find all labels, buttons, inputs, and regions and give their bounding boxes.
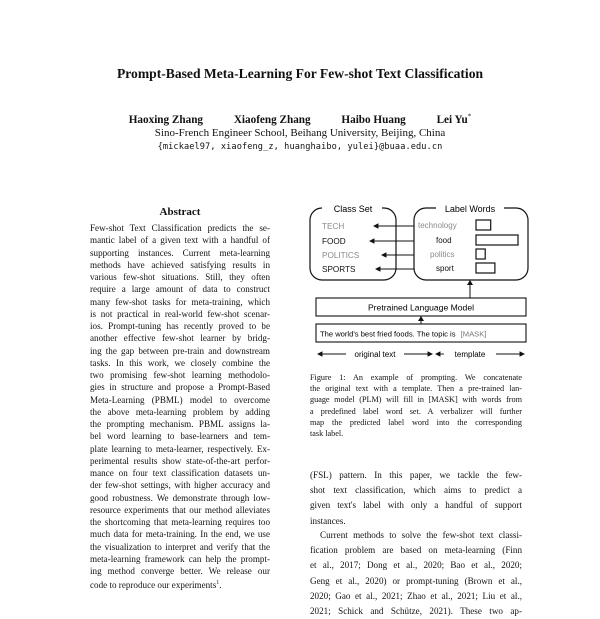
label-word-sport: sport (436, 264, 454, 273)
original-text-label: original text (354, 350, 396, 359)
text-line: Figure 1: An example of prompting. We concatenate (310, 373, 522, 382)
text-line: the visualization to interpret and verify that the (90, 541, 270, 552)
text-line: much data for meta-training. In the end, we use (90, 529, 270, 540)
score-bar-sport (476, 263, 495, 273)
text-line: 2021; Schick and Schütze, 2021). These two ap- (310, 605, 522, 616)
text-line: der few-shot settings, with higher accuracy and (90, 480, 270, 491)
text-line: tasks. In this work, we closely combine the (90, 357, 270, 368)
text-line: shot text classification, which aims to predict a (310, 485, 522, 496)
template-label: template (454, 350, 486, 359)
text-line: gies in structure and propose a Prompt-Based (90, 382, 270, 393)
text-line: plate learning to meta-learner, respectively. Ex- (90, 443, 270, 454)
class-set-label: Class Set (333, 204, 373, 214)
text-line: the shortcoming that meta-learning requires too (90, 517, 270, 527)
input-text: The world's best fried foods. The topic is (320, 329, 456, 339)
score-bar-technology (476, 220, 491, 230)
class-item-tech: TECH (322, 222, 345, 231)
figure-diagram (306, 200, 536, 370)
author-name-corresponding: Lei Yu* (436, 112, 472, 126)
text-line: task label. (310, 428, 344, 438)
author-name: Haibo Huang (341, 113, 406, 126)
mask-token: [MASK] (460, 329, 487, 339)
text-line: the original text with a template. Then a pre-trained lan- (310, 384, 522, 394)
text-line: 2020; Gao et al., 2021; Zhao et al., 2021; Liu et al., (310, 590, 522, 601)
figure-prompting-example (306, 200, 536, 375)
text-line: mantic label of a given text with a handful of (90, 235, 270, 246)
author-list (0, 112, 600, 126)
text-line: the above meta-learning problem by adding (90, 406, 270, 417)
span-indicators (318, 352, 524, 356)
text-line: good robustness. We demonstrate through low- (90, 492, 270, 503)
text-line: bel word learning to base-learners and tem- (90, 431, 270, 442)
text-line: many few-shot tasks for meta-training, which (90, 296, 270, 307)
class-item-sports: SPORTS (322, 265, 356, 274)
text-line: map the predicted label word into the corresponding (310, 417, 522, 427)
input-text-line (320, 330, 486, 339)
text-line: perimental results show state-of-the-art perfor- (90, 455, 270, 466)
abstract-heading: Abstract (159, 206, 201, 218)
affiliation: Sino-French Engineer School, Beihang University, Beijing, China (154, 127, 446, 139)
text-line: (FSL) pattern. In this paper, we tackle the few- (310, 470, 522, 480)
text-line: two promising few-shot learning methodolo- (90, 370, 270, 380)
class-item-food: FOOD (322, 237, 346, 246)
abstract-body (90, 222, 270, 590)
text-line: Geng et al., 2020) or prompt-tuning (Brown et al., (310, 575, 522, 586)
text-line: ios. Prompt-tuning has recently proved to be (90, 321, 270, 331)
text-line: is not practical in real-world few-shot scenar- (90, 308, 270, 319)
text-line: ing the gap between pre-train and downstream (90, 345, 270, 356)
text-line: resource experiments that our method alleviates (90, 504, 270, 515)
corresponding-mark: * (467, 112, 472, 120)
text-line: meta-learning framework can help the prompt- (90, 553, 270, 564)
text-line: require a large amount of data to construct (90, 284, 270, 295)
figure-caption (310, 372, 522, 439)
text-line: guage model (PLM) will fill in [MASK] with words from (310, 395, 522, 405)
text-line: various few-shot situations. Still, they often (90, 272, 270, 282)
text-line: a predefined label word set. A verbalizer will further (310, 406, 522, 416)
text-line: ing method converge better. We release our (90, 566, 270, 576)
text-line: methods have achieved satisfying results in (90, 259, 270, 270)
score-bar-politics (476, 249, 485, 259)
text-line: fication problem are based on meta-learning (Finn (310, 545, 522, 556)
label-word-food: food (436, 236, 452, 245)
text-line: et al., 2017; Dong et al., 2020; Bao et al., 2020; (310, 560, 522, 571)
text-line: the prompting mechanism. PBML assigns la- (90, 419, 270, 429)
label-word-politics: politics (430, 250, 455, 259)
text-line: Few-shot Text Classification predicts the se- (90, 223, 270, 233)
label-word-technology: technology (418, 221, 457, 230)
author-name: Haoxing Zhang (128, 113, 204, 126)
author-name: Xiaofeng Zhang (233, 113, 311, 126)
text-line: Meta-Learning (PBML) model to overcome (90, 394, 270, 405)
footnote-mark: 1 (216, 580, 220, 587)
plm-label: Pretrained Language Model (367, 302, 475, 313)
text-line: given text's label with only a handful of support (310, 500, 522, 511)
label-words-label: Label Words (444, 204, 496, 214)
text-line: instances. (310, 515, 346, 526)
paper-title: Prompt-Based Meta-Learning For Few-shot Text Classification (116, 66, 484, 81)
text-line: code to reproduce our experiments$^1$. (90, 580, 222, 590)
score-bar-food (476, 235, 518, 245)
class-item-politics: POLITICS (322, 251, 360, 260)
text-line: another effective few-shot learner by bridg- (90, 333, 270, 344)
text-line: Current methods to solve the few-shot text classi- (320, 530, 522, 540)
text-line: mance on four text classification datasets un- (90, 468, 270, 478)
body-paragraph (310, 528, 522, 619)
text-line: supporting instances. Current meta-learning (90, 247, 270, 258)
author-emails: {mickael97, xiaofeng_z, huanghaibo, yulei}@buaa.edu.cn (157, 142, 443, 152)
body-paragraph (310, 468, 522, 529)
